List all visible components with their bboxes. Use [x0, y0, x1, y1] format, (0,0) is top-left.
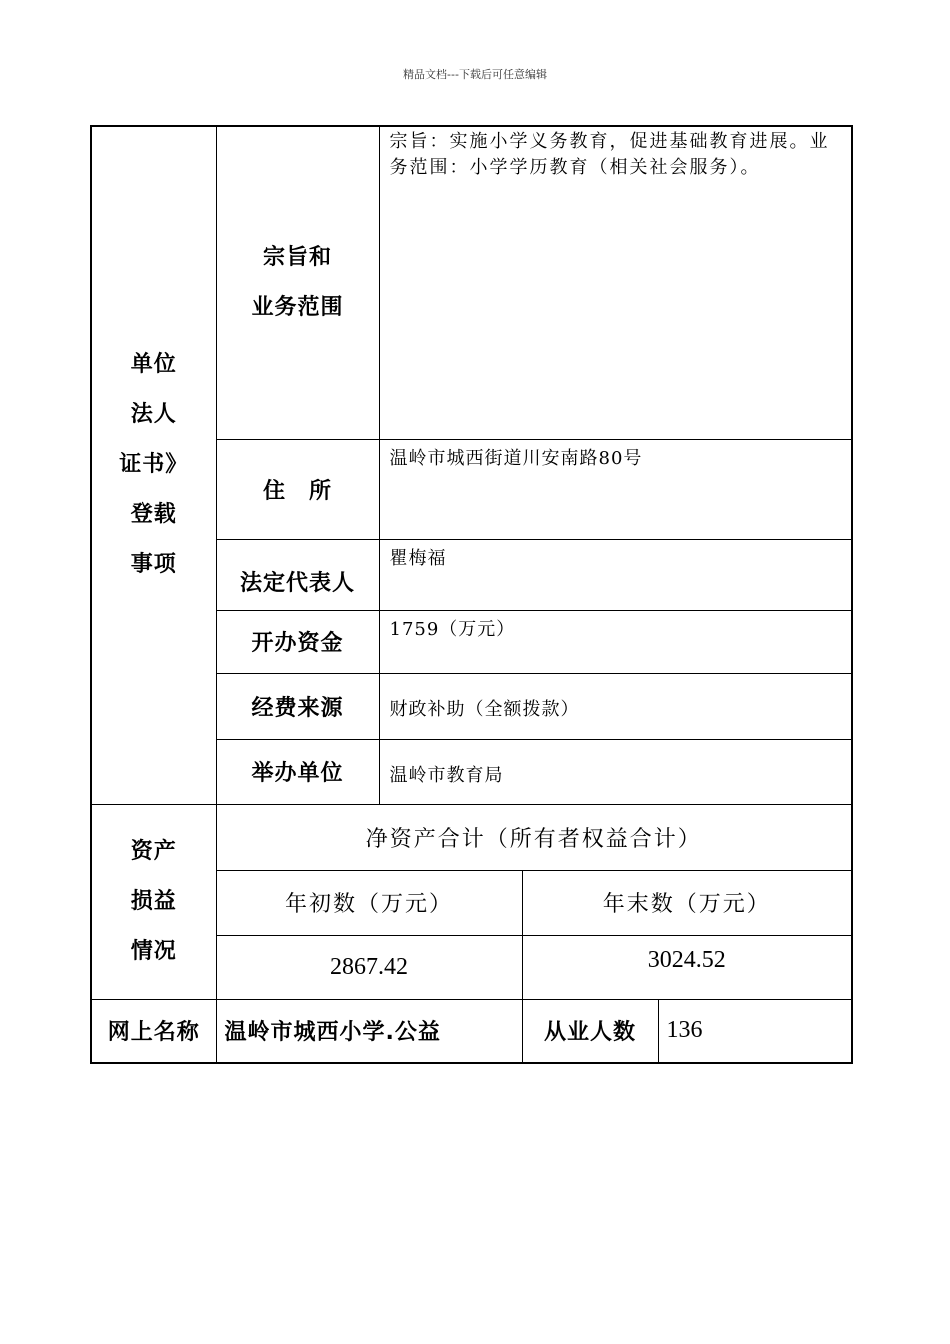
- section-label-assets: [91, 804, 216, 999]
- end-year-value: 3024.52: [522, 935, 852, 999]
- section-label-line: 事项: [130, 552, 177, 578]
- section-label-line: 损益: [130, 888, 177, 914]
- section-label-registration: [91, 126, 216, 804]
- section-label-line: 情况: [130, 938, 177, 964]
- online-name-value: 温岭市城西小学.公益: [216, 999, 522, 1063]
- capital-value: 1759（万元）: [379, 610, 852, 673]
- purpose-label: [216, 126, 379, 439]
- section-label-line: 登载: [130, 502, 177, 528]
- staff-count-label: 从业人数: [522, 999, 658, 1063]
- address-label: 住 所: [216, 439, 379, 539]
- funding-label: 经费来源: [216, 673, 379, 739]
- header-note: 精品文档---下载后可任意编辑: [403, 68, 547, 81]
- section-label-line: 单位: [130, 352, 177, 378]
- purpose-value: 宗旨：实施小学义务教育，促进基础教育进展。业务范围：小学学历教育（相关社会服务）。: [379, 126, 852, 439]
- purpose-label-line: 业务范围: [251, 294, 344, 320]
- legal-rep-label: 法定代表人: [216, 539, 379, 610]
- registration-table: [90, 125, 853, 1064]
- section-label-line: 证书》: [119, 452, 189, 478]
- section-label-line: 法人: [130, 402, 177, 428]
- net-assets-total-label: 净资产合计（所有者权益合计）: [216, 804, 852, 870]
- online-name-label: 网上名称: [91, 999, 216, 1063]
- address-value: 温岭市城西街道川安南路80号: [379, 439, 852, 539]
- capital-label: 开办资金: [216, 610, 379, 673]
- end-year-label: 年末数（万元）: [522, 870, 852, 935]
- legal-rep-value: 瞿梅福: [379, 539, 852, 610]
- begin-year-value: 2867.42: [216, 935, 522, 999]
- sponsor-value: 温岭市教育局: [379, 739, 852, 804]
- section-label-line: 资产: [130, 838, 177, 864]
- purpose-label-line: 宗旨和: [262, 244, 332, 270]
- sponsor-label: 举办单位: [216, 739, 379, 804]
- funding-value: 财政补助（全额拨款）: [379, 673, 852, 739]
- begin-year-label: 年初数（万元）: [216, 870, 522, 935]
- staff-count-value: 136: [658, 999, 852, 1063]
